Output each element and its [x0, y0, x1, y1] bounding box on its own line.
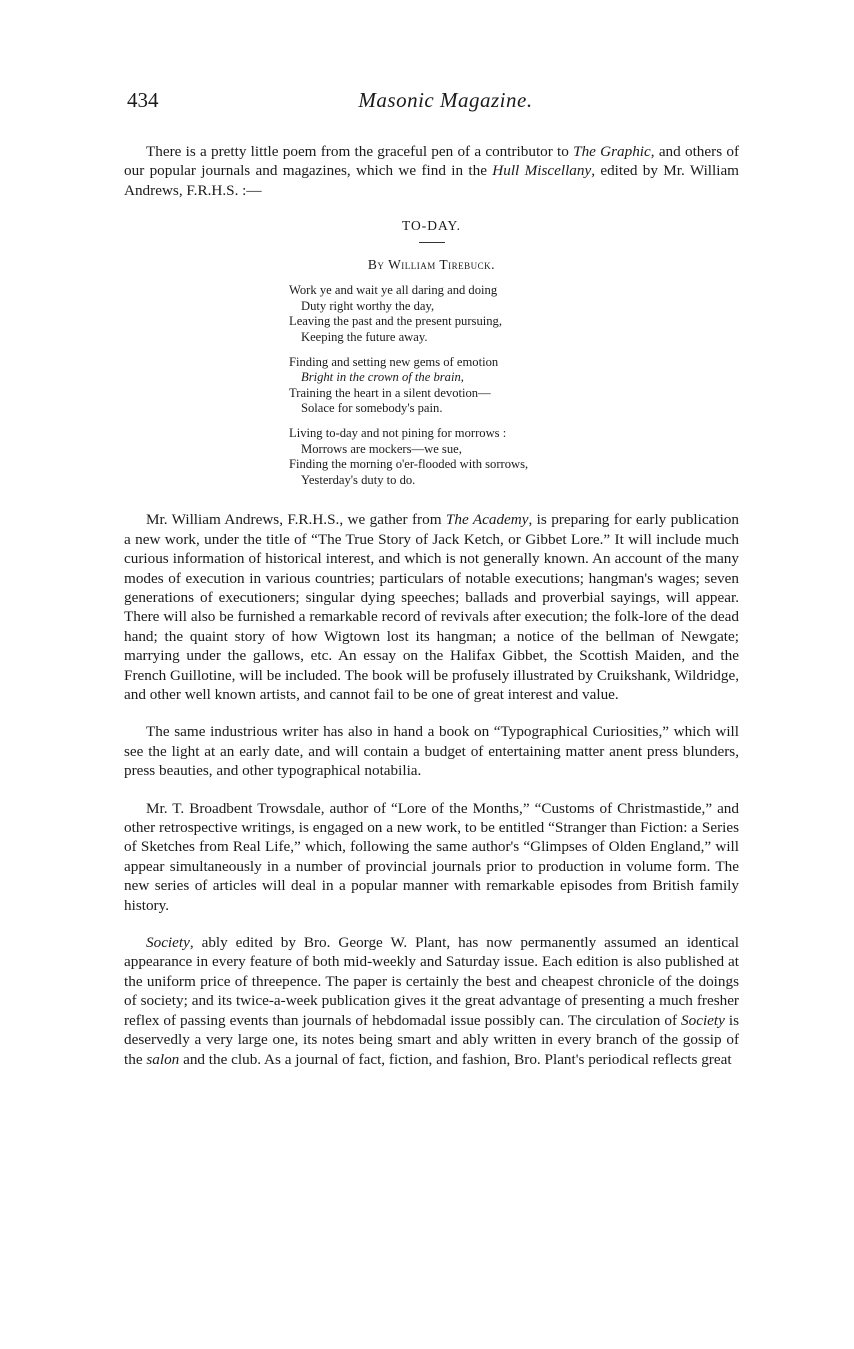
byline-prefix: By	[367, 257, 385, 273]
spacer	[124, 500, 739, 510]
intro-text-3: , edited by Mr. William Andrews, F.R.H.S. :—	[124, 162, 739, 199]
society-paragraph	[124, 933, 739, 1069]
salon-word: salon	[146, 1050, 180, 1068]
society-text-3: and the club. As a journal of fact, fiction, and fashion, Bro. Plant's periodical reflects great	[179, 1050, 732, 1068]
poem-byline	[124, 257, 739, 273]
poem-line: Yesterday's duty to do.	[301, 472, 416, 487]
article-body	[124, 142, 739, 1087]
poem-line: Finding the morning o'er-flooded with sorrows,	[289, 457, 529, 472]
poem-line: Duty right worthy the day,	[301, 298, 435, 313]
poem-line: Bright in the crown of the brain,	[301, 370, 464, 385]
andrews-text-1: Mr. William Andrews, F.R.H.S., we gather from	[146, 511, 446, 529]
intro-text-2: , and others of our popular journals and magazines, which we find in the	[124, 143, 740, 180]
poem-stanza	[289, 355, 619, 417]
poem-author: William Tirebuck.	[388, 257, 496, 273]
running-title: Masonic Magazine.	[358, 88, 533, 112]
intro-text-1: There is a pretty little poem from the graceful pen of a contributor to	[146, 143, 574, 160]
page-header	[127, 88, 764, 116]
poem-line: Work ye and wait ye all daring and doing	[289, 283, 498, 298]
poem-line: Training the heart in a silent devotion—	[289, 385, 491, 400]
title-rule	[419, 242, 445, 243]
poem-line: Morrows are mockers—we sue,	[301, 441, 462, 456]
society-text-2: is deservedly a very large one, its notes being smart and ably written in every branch of the gossip of the	[124, 1011, 739, 1068]
andrews-paragraph	[124, 510, 739, 704]
poem-line: Leaving the past and the present pursuing,	[289, 314, 502, 329]
the-graphic-title: The Graphic	[573, 143, 651, 160]
poem	[289, 283, 619, 488]
trowsdale-paragraph: Mr. T. Broadbent Trowsdale, author of “Lore of the Months,” “Customs of Christmastide,” and other retrospective writings, is engaged on a new work, to be entitled “Stranger than Fiction: a Series of Sketches from Real Life,” which, following the same author's “Glimpses of Olden England,” will appear simultaneously in a number of provincial journals prior to production in volume form. The new series of articles will deal in a popular manner with remarkable episodes from British family history.	[124, 799, 739, 914]
poem-line: Living to-day and not pining for morrows :	[289, 425, 507, 440]
poem-line: Finding and setting new gems of emotion	[289, 354, 499, 369]
poem-title: TO-DAY.	[402, 218, 461, 234]
intro-paragraph	[124, 142, 739, 200]
poem-line: Solace for somebody's pain.	[301, 401, 443, 416]
poem-line: Keeping the future away.	[301, 330, 428, 344]
andrews-text-2: , is preparing for early publication a new work, under the title of “The True Story of Jack Ketch, or Gibbet Lore.” It will include much curious information of historical interest, and which is not generally known. An account of the many modes of execution in various countries; particulars of notable executions; hangman's wages; seven generations of executioners; singular dying speeches; ballads and proverbial sayings, will appear. There will also be furnished a remarkable record of revivals after execution; the folk-lore of the dead hand; the quaint story of how Wigtown lost its hangman; a notice of the bellman of Newgate; marrying under the gallows, etc. An essay on the Halifax Gibbet, the Scottish Maiden, and the French Guillotine, will be included. The book will be profusely illustrated by Cruikshank, Wildridge, and other well known artists, and cannot fail to be one of great interest and value.	[124, 511, 739, 703]
society-title-2: Society	[681, 1011, 725, 1029]
page-number: 434	[127, 88, 159, 112]
hull-miscellany-title: Hull Miscellany	[492, 162, 592, 180]
the-academy-title: The Academy	[445, 511, 529, 529]
typographical-paragraph: The same industrious writer has also in hand a book on “Typographical Curiosities,” which will see the light at an early date, and will contain a budget of entertaining matter anent press blunders, press beauties, and other typographical notabilia.	[124, 723, 739, 780]
society-title: Society	[146, 934, 190, 952]
poem-stanza	[289, 283, 619, 345]
poem-stanza	[289, 426, 619, 488]
society-text-1: , ably edited by Bro. George W. Plant, has now permanently assumed an identical appearance in every feature of both mid-weekly and Saturday issue. Each edition is also published at the uniform price of threepence. The paper is certainly the best and cheapest chronicle of the doings of society; and its twice-a-week publication gives it the great advantage of presenting a much fresher reflex of passing events than journals of hebdomadal issue possibly can. The circulation of	[124, 934, 739, 1029]
